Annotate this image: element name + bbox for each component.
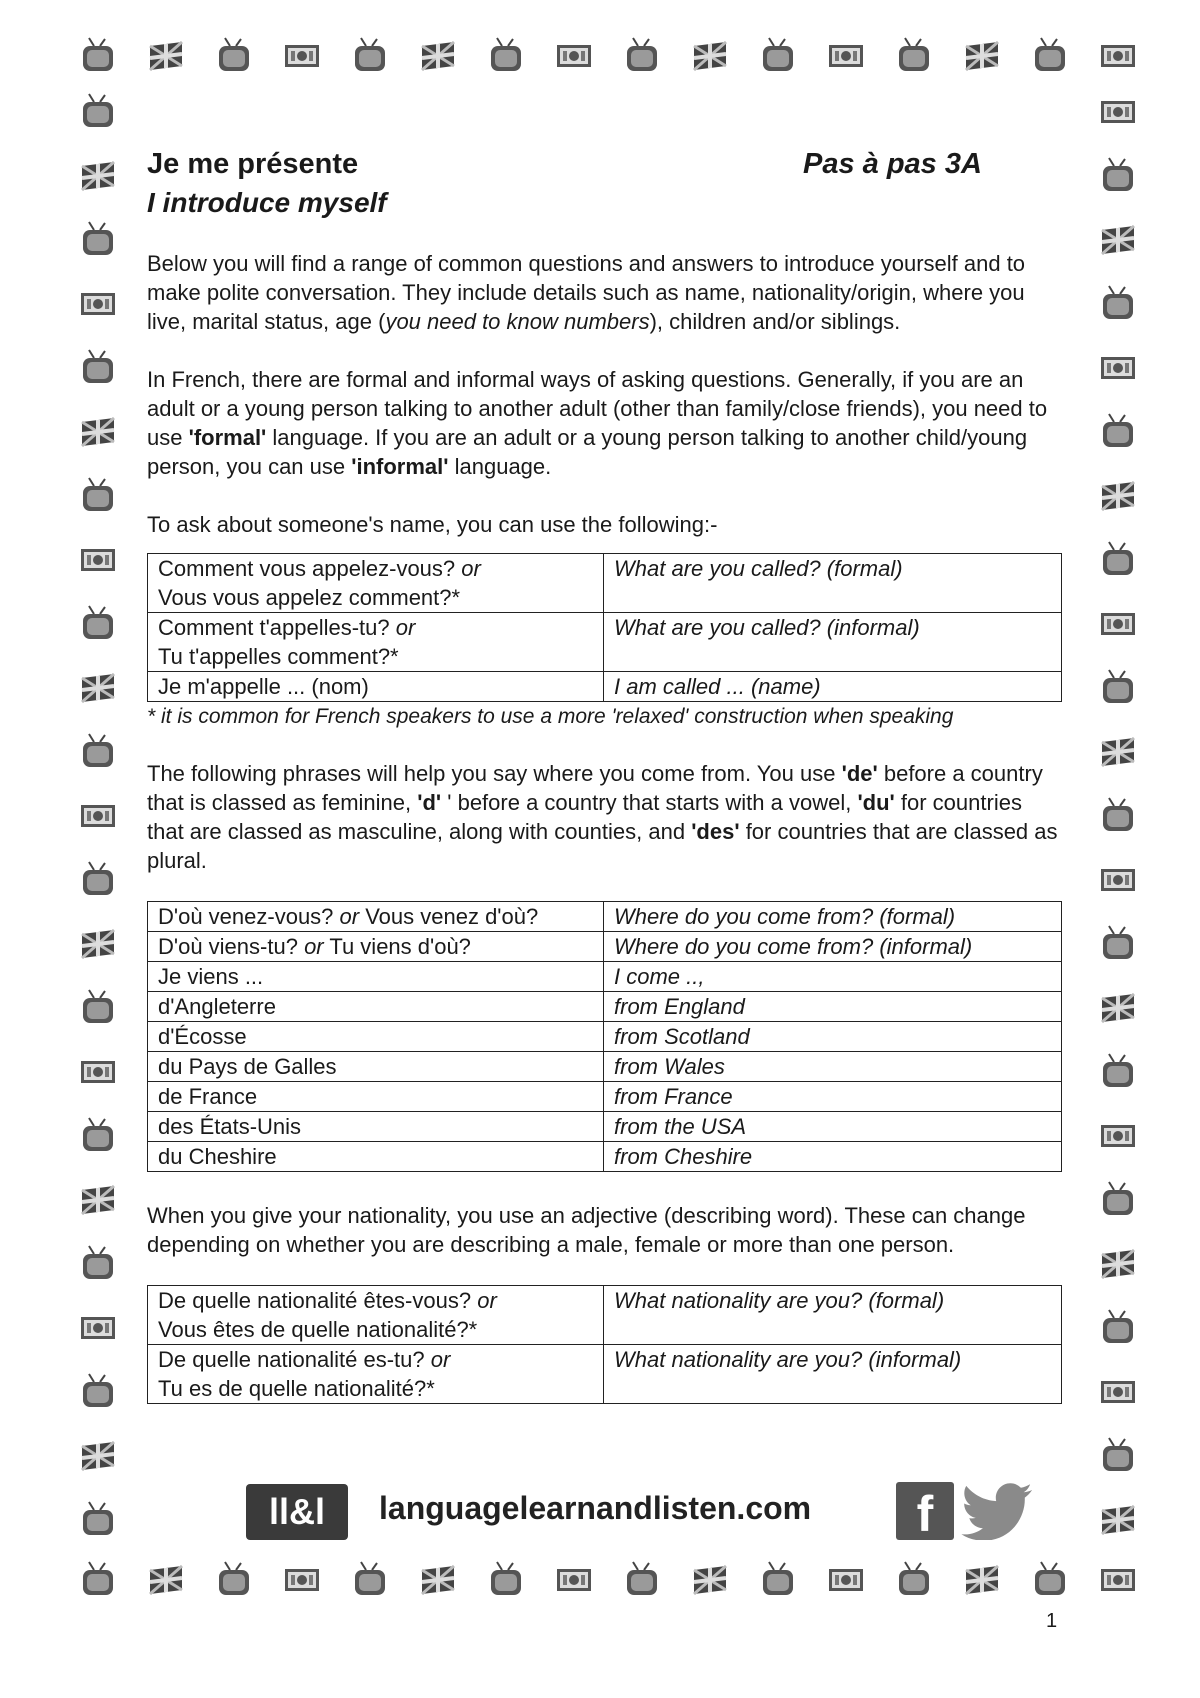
flag-icon [690, 36, 730, 76]
tv-icon [1030, 36, 1070, 76]
flag-icon [1098, 1244, 1138, 1284]
money-icon [1098, 36, 1138, 76]
tv-icon [1098, 1308, 1138, 1348]
table-row [148, 1082, 1062, 1112]
money-icon [826, 1560, 866, 1600]
english-cell: from Scotland [604, 1022, 1062, 1052]
table-row [148, 672, 1062, 702]
tv-icon [78, 1244, 118, 1284]
or-word: or [430, 1347, 451, 1372]
phrase-text: Tu t'appelles comment?* [158, 644, 399, 669]
tv-icon [1098, 412, 1138, 452]
website-link[interactable]: languagelearnandlisten.com [379, 1490, 812, 1526]
tv-icon [1098, 284, 1138, 324]
flag-icon [78, 156, 118, 196]
tv-icon [78, 988, 118, 1028]
money-icon [282, 1560, 322, 1600]
phrase-text: De quelle nationalité es-tu? [158, 1347, 431, 1372]
french-cell: du Pays de Galles [148, 1052, 604, 1082]
flag-icon [962, 36, 1002, 76]
tv-icon [78, 1560, 118, 1600]
tv-icon [486, 1560, 526, 1600]
tv-icon [78, 1500, 118, 1540]
table-row [148, 613, 1062, 672]
nationality-paragraph: When you give your nationality, you use an adjective (describing word). These can change depending on whether you are describing a male, female or more than one person. [147, 1203, 1026, 1257]
french-cell [148, 902, 604, 932]
tv-icon [78, 220, 118, 260]
money-icon [1098, 1560, 1138, 1600]
nationality-table [147, 1285, 1062, 1404]
tv-icon [78, 732, 118, 772]
origin-text: for countries that are classed as plural. [147, 819, 1058, 873]
tv-icon [78, 1372, 118, 1412]
tv-icon [78, 92, 118, 132]
table-row [148, 1142, 1062, 1172]
money-icon [826, 36, 866, 76]
tv-icon [1098, 156, 1138, 196]
money-icon [78, 284, 118, 324]
intro-text-start: Below you will find a range of common questions and answers to introduce yourself and to make polite conversation. They include details such as name, nationality/origin, where you live, marital status, age ( [147, 251, 1026, 334]
french-cell [148, 613, 604, 672]
english-cell: I come .., [604, 962, 1062, 992]
money-icon [78, 796, 118, 836]
tv-icon [1030, 1560, 1070, 1600]
tv-icon [1098, 796, 1138, 836]
tv-icon [214, 1560, 254, 1600]
table-row [148, 932, 1062, 962]
tv-icon [214, 36, 254, 76]
english-cell: What are you called? (informal) [604, 613, 1062, 672]
money-icon [1098, 348, 1138, 388]
de-keyword: 'de' [841, 761, 878, 786]
formal-keyword: 'formal' [188, 425, 267, 450]
formality-text-a: In French, there are formal and informal ways of asking questions. Generally, if you are an adult or a young person talking to another adult (other than family/close friends), you need to use [147, 367, 1048, 450]
tv-icon [622, 1560, 662, 1600]
tv-icon [350, 1560, 390, 1600]
formality-paragraph [147, 365, 1062, 481]
money-icon [1098, 604, 1138, 644]
footer [246, 1480, 1046, 1544]
origin-paragraph [147, 759, 1062, 875]
tv-icon [78, 1116, 118, 1156]
d-keyword: 'd' [417, 790, 442, 815]
informal-keyword: 'informal' [351, 454, 449, 479]
french-cell: d'Angleterre [148, 992, 604, 1022]
phrase-text: Tu es de quelle nationalité?* [158, 1376, 435, 1401]
english-cell: from Cheshire [604, 1142, 1062, 1172]
flag-icon [1098, 220, 1138, 260]
french-cell [148, 554, 604, 613]
phrase-text: Vous venez d'où? [359, 904, 539, 929]
du-keyword: 'du' [857, 790, 895, 815]
or-word: or [477, 1288, 497, 1313]
english-cell: from France [604, 1082, 1062, 1112]
english-cell: from the USA [604, 1112, 1062, 1142]
phrase-text: Comment vous appelez-vous? [158, 556, 462, 581]
tv-icon [78, 476, 118, 516]
or-word: or [339, 904, 360, 929]
tv-icon [894, 1560, 934, 1600]
french-cell: d'Écosse [148, 1022, 604, 1052]
flag-icon [146, 1560, 186, 1600]
site-logo[interactable]: ll&l [246, 1484, 348, 1540]
footnote: * it is common for French speakers to use a more 'relaxed' construction when speaking [147, 705, 954, 728]
names-intro: To ask about someone's name, you can use the following:- [147, 512, 718, 537]
flag-icon [418, 1560, 458, 1600]
french-cell: de France [148, 1082, 604, 1112]
phrase-text: Vous vous appelez comment?* [158, 585, 461, 610]
english-cell: from Wales [604, 1052, 1062, 1082]
french-cell [148, 1286, 604, 1345]
money-icon [78, 540, 118, 580]
tv-icon [78, 860, 118, 900]
french-cell: des États-Unis [148, 1112, 604, 1142]
table-row [148, 1052, 1062, 1082]
flag-icon [78, 412, 118, 452]
origin-text: before a country that is classed as feminine, [147, 761, 1043, 815]
tv-icon [894, 36, 934, 76]
phrase-text: Vous êtes de quelle nationalité?* [158, 1317, 478, 1342]
flag-icon [1098, 988, 1138, 1028]
formality-text-b: language. If you are an adult or a young person talking to another child/young person, you can use [147, 425, 1028, 479]
money-icon [1098, 92, 1138, 132]
or-word: or [304, 934, 324, 959]
table-row [148, 554, 1062, 613]
french-cell: du Cheshire [148, 1142, 604, 1172]
origin-table [147, 901, 1062, 1172]
tv-icon [1098, 1052, 1138, 1092]
or-word: or [395, 615, 416, 640]
origin-text: The following phrases will help you say where you come from. You use [147, 761, 842, 786]
money-icon [282, 36, 322, 76]
table-row [148, 1345, 1062, 1404]
tv-icon [78, 348, 118, 388]
tv-icon [78, 36, 118, 76]
intro-text-end: ), children and/or siblings. [649, 309, 901, 334]
names-table [147, 553, 1062, 702]
worksheet-content [147, 148, 1062, 1404]
phrase-text: D'où venez-vous? [158, 904, 340, 929]
facebook-icon[interactable]: f [896, 1482, 954, 1540]
flag-icon [78, 1436, 118, 1476]
tv-icon [1098, 1180, 1138, 1220]
phrase-text: Comment t'appelles-tu? [158, 615, 396, 640]
flag-icon [78, 1180, 118, 1220]
french-cell [148, 1345, 604, 1404]
english-cell: Where do you come from? (informal) [604, 932, 1062, 962]
flag-icon [690, 1560, 730, 1600]
twitter-icon[interactable] [960, 1482, 1036, 1540]
table-row [148, 962, 1062, 992]
tv-icon [1098, 668, 1138, 708]
des-keyword: 'des' [691, 819, 740, 844]
tv-icon [758, 36, 798, 76]
tv-icon [1098, 540, 1138, 580]
flag-icon [78, 924, 118, 964]
french-cell: Je viens ... [148, 962, 604, 992]
english-cell: Where do you come from? (formal) [604, 902, 1062, 932]
tv-icon [758, 1560, 798, 1600]
flag-icon [1098, 1500, 1138, 1540]
flag-icon [146, 36, 186, 76]
flag-icon [78, 668, 118, 708]
money-icon [1098, 1372, 1138, 1412]
table-row [148, 1022, 1062, 1052]
phrase-text: Tu viens d'où? [323, 934, 471, 959]
english-cell: from England [604, 992, 1062, 1022]
money-icon [1098, 860, 1138, 900]
page-title-english: I introduce myself [147, 187, 387, 218]
english-cell: What nationality are you? (informal) [604, 1345, 1062, 1404]
tv-icon [1098, 1436, 1138, 1476]
flag-icon [1098, 476, 1138, 516]
table-row [148, 1286, 1062, 1345]
french-cell: Je m'appelle ... (nom) [148, 672, 604, 702]
phrase-text: D'où viens-tu? [158, 934, 305, 959]
money-icon [1098, 1116, 1138, 1156]
money-icon [78, 1308, 118, 1348]
table-row [148, 1112, 1062, 1142]
english-cell: What nationality are you? (formal) [604, 1286, 1062, 1345]
french-cell [148, 932, 604, 962]
english-cell: What are you called? (formal) [604, 554, 1062, 613]
page-number: 1 [1046, 1610, 1058, 1632]
origin-text: ' before a country that starts with a vowel, [441, 790, 858, 815]
flag-icon [418, 36, 458, 76]
english-cell: I am called ... (name) [604, 672, 1062, 702]
tv-icon [486, 36, 526, 76]
or-word: or [461, 556, 481, 581]
money-icon [78, 1052, 118, 1092]
table-row [148, 902, 1062, 932]
title-row [147, 148, 1062, 186]
flag-icon [962, 1560, 1002, 1600]
origin-text: for countries that are classed as masculine, along with counties, and [147, 790, 1022, 844]
table-row [148, 992, 1062, 1022]
flag-icon [1098, 732, 1138, 772]
page-title-french: Je me présente [147, 148, 359, 180]
intro-text-italic: you need to know numbers [385, 309, 650, 334]
intro-paragraph [147, 249, 1062, 336]
tv-icon [1098, 924, 1138, 964]
money-icon [554, 1560, 594, 1600]
phrase-text: De quelle nationalité êtes-vous? [158, 1288, 478, 1313]
tv-icon [622, 36, 662, 76]
tv-icon [350, 36, 390, 76]
lesson-code: Pas à pas 3A [803, 148, 982, 180]
formality-text-c: language. [448, 454, 552, 479]
tv-icon [78, 604, 118, 644]
money-icon [554, 36, 594, 76]
